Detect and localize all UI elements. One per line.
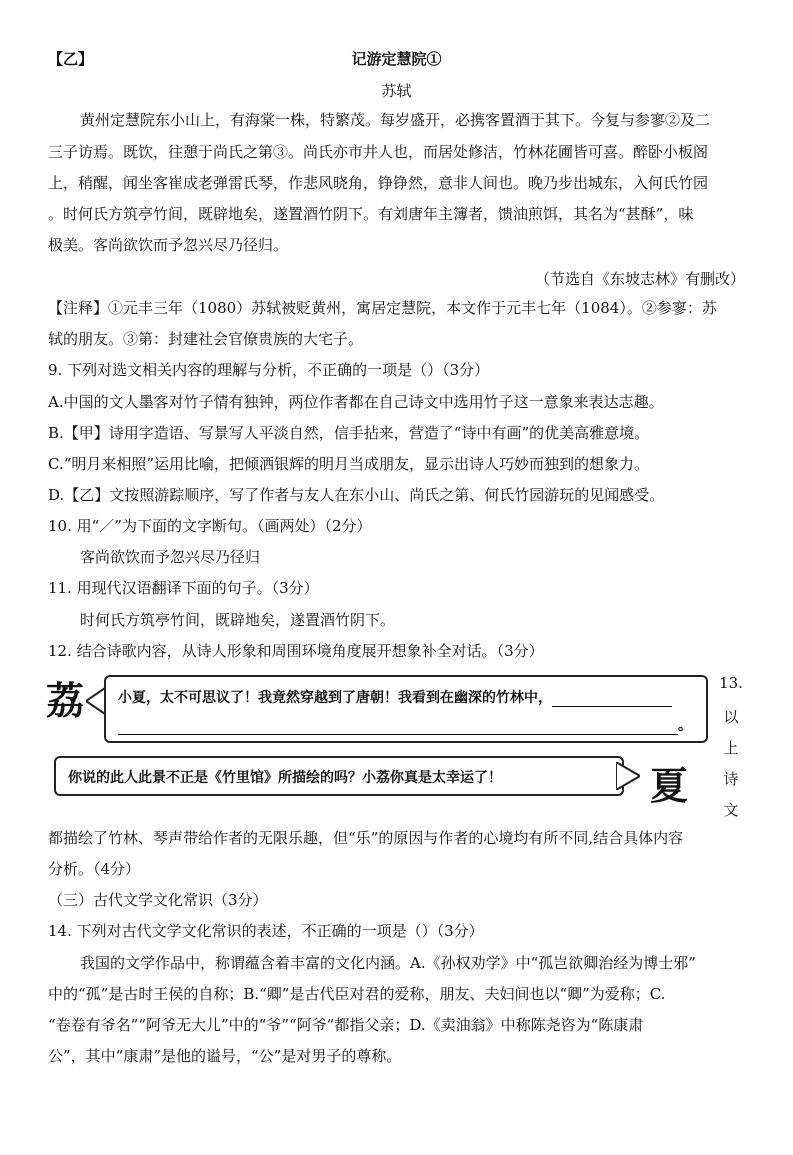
question-9-stem: 9. 下列对选文相关内容的理解与分析，不正确的一项是（）（3分） [48,361,490,379]
passage-line: 上，稍醒，闻坐客崔成老弹雷氏琴，作悲风晓角，铮铮然，意非人间也。晚乃步出城东，入何氏竹园 [48,174,709,192]
question-9-option-c: C.“明月来相照”运用比喻，把倾洒银辉的明月当成朋友，显示出诗人巧妙而独到的想象力。 [48,455,650,473]
q13-side-char: 诗 [723,770,739,788]
q13-side-char: 文 [723,801,739,819]
speaker-li-glyph: 荔 [46,678,85,723]
speech-bubble-li [104,675,708,743]
passage-line: 黄州定慧院东小山上，有海棠一株，特繁茂。每岁盛开，必携客置酒于其下。今复与参寥②及二 [80,111,711,129]
bubble-xia-text: 你说的此人此景不正是《竹里馆》所描绘的吗？小荔你真是太幸运了！ [68,770,502,786]
answer-blank-1[interactable] [552,706,672,707]
question-14-line: 我国的文学作品中，称谓蕴含着丰富的文化内涵。A.《孙权劝学》中“孤岂欲卿治经为博士邪” [80,954,696,972]
speaker-xia-glyph: 夏 [650,763,689,808]
question-14-line: 中的“孤”是古时王侯的自称；B.“卿”是古代臣对君的爱称，朋友、夫妇间也以“卿”为爱称；C. [48,985,666,1003]
q13-side-char: 以 [723,708,739,726]
passage-line: 三子访焉。既饮，往憩于尚氏之第③。尚氏亦市井人也，而居处修洁，竹林花圃皆可喜。醉卧小板阁 [48,143,709,161]
bubble-li-text: 小夏，太不可思议了！我竟然穿越到了唐朝！我看到在幽深的竹林中， [118,690,552,706]
question-11-text: 时何氏方筑亭竹间，既辟地矣，遂置酒竹阴下。 [80,611,396,629]
passage-line: 。时何氏方筑亭竹间，既辟地矣，遂置酒竹阴下。有刘唐年主簿者，馈油煎饵，其名为“甚酥”，味 [48,205,694,223]
question-14-line: “卷卷有爷名”“阿爷无大儿”中的“爷”“阿爷”都指父亲；D.《卖油翁》中称陈尧咨为“陈康肃 [48,1016,644,1034]
question-9-option-a: A.中国的文人墨客对竹子情有独钟，两位作者都在自己诗文中选用竹子这一意象来表达志趣。 [48,393,664,411]
question-13-line: 分析。（4分） [48,860,141,878]
question-12-stem: 12. 结合诗歌内容，从诗人形象和周围环境角度展开想象补全对话。（3分） [48,642,544,660]
q13-side-char: 上 [723,739,739,757]
passage-line: 极美。客尚欲饮而予忽兴尽乃径归。 [48,236,289,254]
question-11-stem: 11. 用现代汉语翻译下面的句子。（3分） [48,579,319,597]
notes-line: 【注释】①元丰三年（1080）苏轼被贬黄州，寓居定慧院，本文作于元丰七年（1084）。②参寥：苏 [48,299,717,317]
question-14-stem: 14. 下列对古代文学文化常识的表述，不正确的一项是（）（3分） [48,922,484,940]
question-10-stem: 10. 用“／”为下面的文字断句。（画两处）（2分） [48,517,372,535]
bubble-pointer-right [616,762,640,790]
passage-source: （节选自《东坡志林》有删改） [534,270,745,288]
question-13-line: 都描绘了竹林、琴声带给作者的无限乐趣，但“乐”的原因与作者的心境均有所不同,结合具体内容 [48,829,684,847]
question-14-line: 公”，其中“康肃”是他的谥号，“公”是对男子的尊称。 [48,1047,402,1065]
passage-author: 苏轼 [381,82,412,100]
question-9-option-d: D.【乙】文按照游踪顺序，写了作者与友人在东小山、尚氏之第、何氏竹园游玩的见闻感受。 [48,486,665,504]
passage-title: 记游定慧院① [351,50,442,68]
speech-bubble-xia [54,756,624,796]
notes-line: 轼的朋友。③第：封建社会官僚贵族的大宅子。 [48,330,364,348]
question-9-option-b: B.【甲】诗用字造语、写景写人平淡自然，信手拈来，营造了“诗中有画”的优美高雅意境。 [48,424,650,442]
bubble-li-end: 。 [678,718,692,734]
section-heading: （三）古代文学文化常识（3分） [48,891,268,909]
section-tag: 【乙】 [48,50,94,68]
q13-side-number: 13. [719,674,743,692]
answer-blank-2[interactable] [118,734,678,735]
question-10-text: 客尚欲饮而予忽兴尽乃径归 [80,548,261,566]
